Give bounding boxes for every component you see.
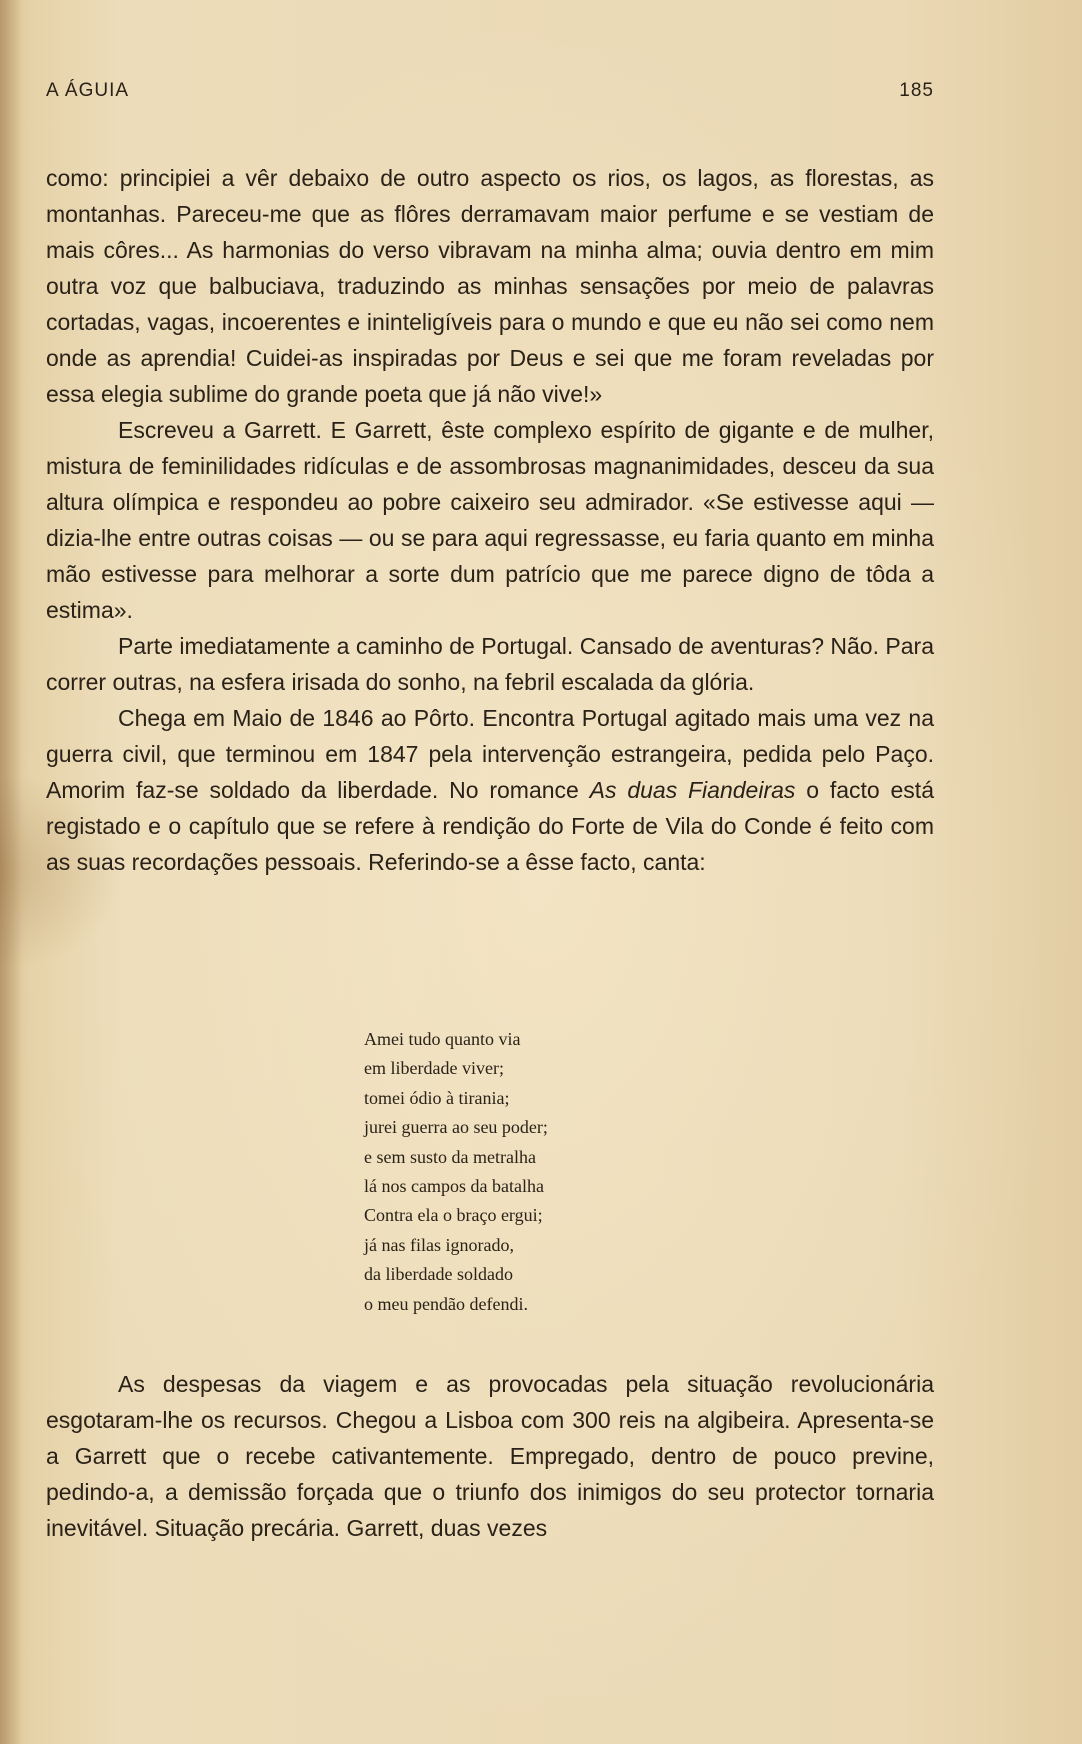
body-text-bottom xyxy=(46,1366,934,1546)
paragraph-departure: Parte imediatamente a caminho de Portugal. Cansado de aventuras? Não. Para correr outras, na esfera irisada do sonho, na febril escalada da glória. xyxy=(46,633,934,695)
paragraph-garrett-letter: Escreveu a Garrett. E Garrett, êste complexo espírito de gigante e de mulher, mistura de feminilidades ridículas e de assombrosas magnanimidades, desceu da sua altura olímpica e respondeu ao pobre caixeiro seu admirador. «Se estivesse aqui — dizia-lhe entre outras coisas — ou se para aqui regressasse, eu faria quanto em minha mão estivesse para melhorar a sorte dum patrício que me parece digno de tôda a estima». xyxy=(46,417,934,623)
page-number: 185 xyxy=(899,80,934,101)
poem-line: lá nos campos da batalha xyxy=(364,1176,544,1197)
running-head xyxy=(46,80,934,110)
paragraph-arrival-porto xyxy=(46,700,934,880)
paragraph-text-after-title: o facto está registado e o capítulo que se refere à rendição do Forte de Vila do Conde é feito com as suas recordações pessoais. Referindo-se a êsse facto, canta: xyxy=(46,777,934,875)
page-edge-stain xyxy=(0,0,22,1744)
poem-line: da liberdade soldado xyxy=(364,1264,513,1285)
poem-line: e sem susto da metralha xyxy=(364,1146,536,1167)
poem-line: o meu pendão defendi. xyxy=(364,1293,528,1314)
poem-line: Contra ela o braço ergui; xyxy=(364,1205,543,1226)
paragraph-text-before-title: Chega em Maio de 1846 ao Pôrto. Encontra Portugal agitado mais uma vez na guerra civil, que terminou em 1847 pela intervenção estrangeira, pedida pelo Paço. Amorim faz-se soldado da liberdade. No romance xyxy=(46,705,934,803)
poem-line: jurei guerra ao seu poder; xyxy=(364,1117,548,1138)
poem-line: Amei tudo quanto via xyxy=(364,1029,521,1049)
poem-line: tomei ódio à tirania; xyxy=(364,1087,510,1108)
poem-line: já nas filas ignorado, xyxy=(364,1234,514,1255)
paragraph-lisbon: As despesas da viagem e as provocadas pela situação revolucionária esgotaram-lhe os recursos. Chegou a Lisboa com 300 reis na algibeira. Apresenta-se a Garrett que o recebe cativantemente. Empregado, dentro de pouco previne, pedindo-a, a demissão forçada que o triunfo dos inimigos do seu protector tornaria inevitável. Situação precária. Garrett, duas vezes xyxy=(46,1371,934,1541)
body-text-top xyxy=(46,160,934,880)
paragraph-quote-continuation: como: principiei a vêr debaixo de outro aspecto os rios, os lagos, as florestas, as montanhas. Pareceu-me que as flôres derramavam maior perfume e se vestiam de mais côres... As harmonias do verso vibravam na minha alma; ouvia dentro em mim outra voz que balbuciava, traduzindo as minhas sensações por meio de palavras cortadas, vagas, incoerentes e ininteligíveis para o mundo e que eu não sei como nem onde as aprendia! Cuidei-as inspiradas por Deus e sei que me foram reveladas por essa elegia sublime do grande poeta que já não vive!» xyxy=(46,165,934,407)
journal-title: A ÁGUIA xyxy=(46,80,130,101)
poem-block xyxy=(364,1025,694,1319)
novel-title: As duas Fiandeiras xyxy=(589,777,796,803)
poem-line: em liberdade viver; xyxy=(364,1058,504,1079)
